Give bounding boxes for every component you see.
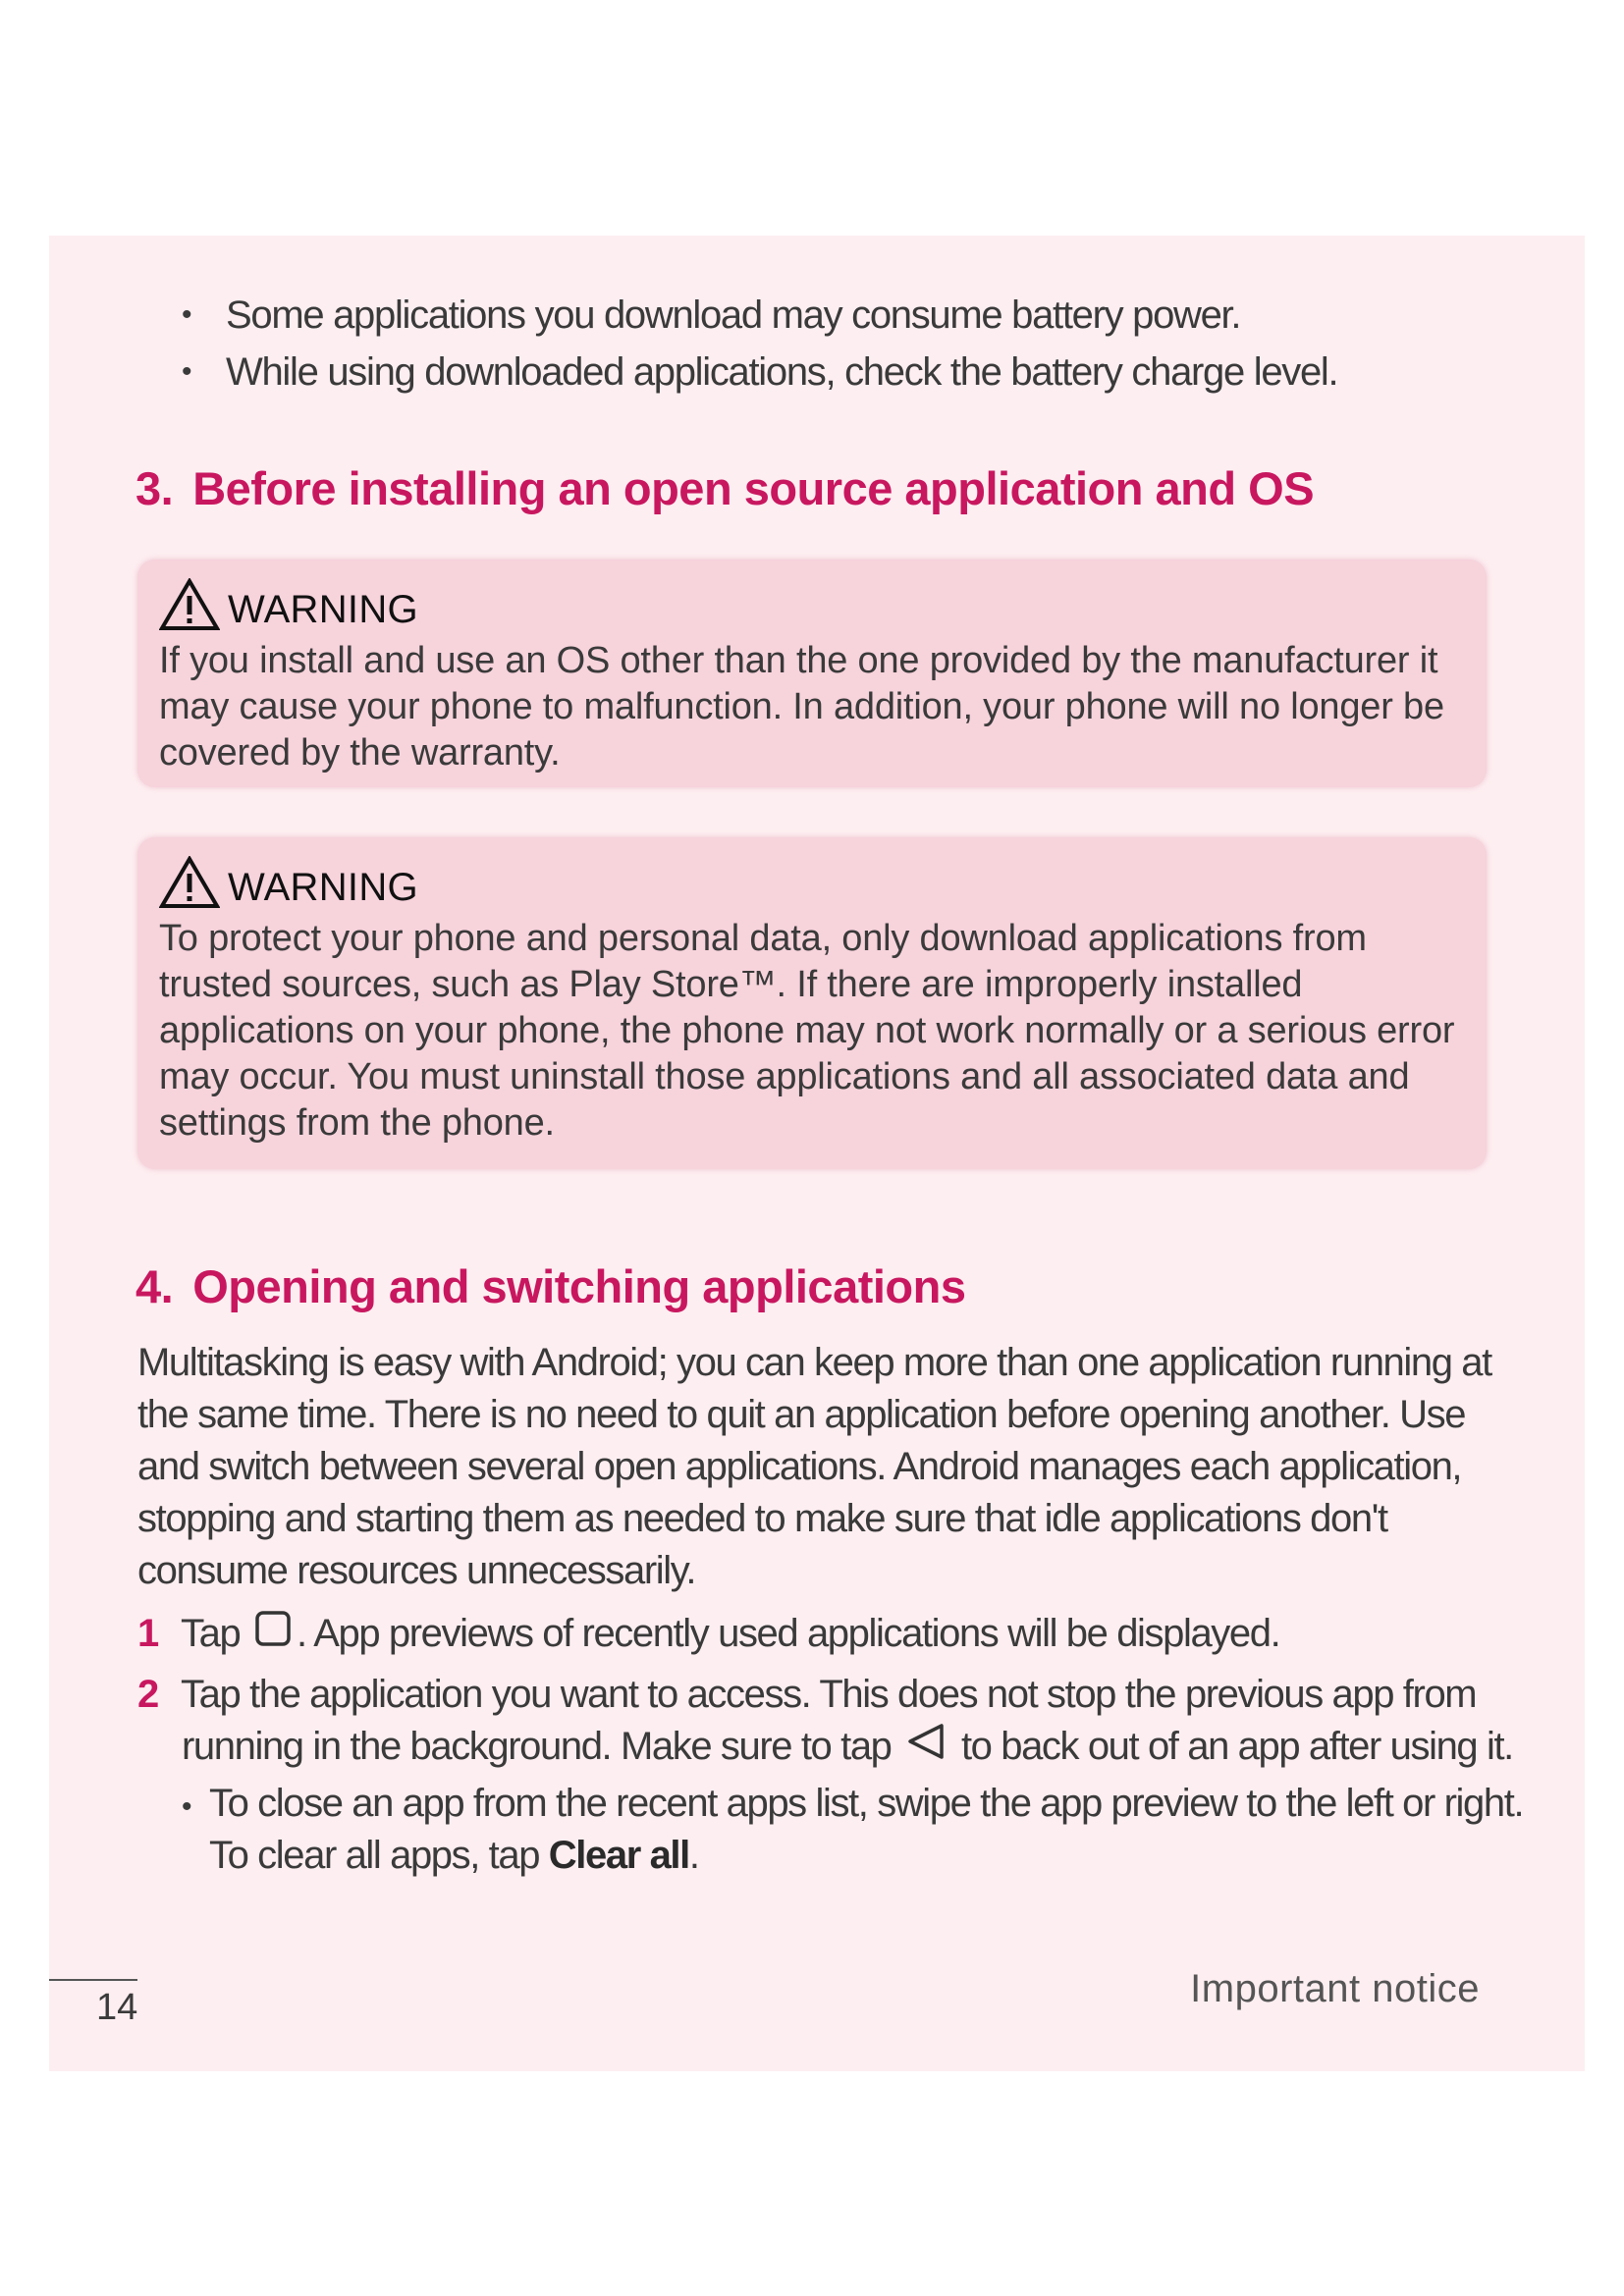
intro-bullet-item: • Some applications you download may consume battery power. bbox=[182, 287, 1360, 344]
intro-bullet-item: • While using downloaded applications, check the battery charge level. bbox=[182, 344, 1360, 400]
warning-title bbox=[159, 581, 1465, 638]
step-number: 1 bbox=[137, 1612, 160, 1655]
step-2 bbox=[137, 1669, 1476, 1721]
warning-title bbox=[159, 859, 1465, 916]
sub-bullet-text: . bbox=[688, 1834, 699, 1877]
step-text: . App previews of recently used applications will be displayed. bbox=[297, 1612, 1280, 1655]
step-text: running in the background. Make sure to tap bbox=[182, 1725, 892, 1768]
step-text: to back out of an app after using it. bbox=[960, 1725, 1513, 1768]
footer-section-name: Important notice bbox=[1190, 1967, 1480, 2010]
intro-bullet-list bbox=[182, 287, 1360, 400]
section-3-heading bbox=[135, 461, 1314, 515]
section-4-heading bbox=[135, 1259, 965, 1313]
warning-text: To protect your phone and personal data, only download applications from trusted sources, such as Play Store™. If there are improperly installed applications on your phone, the phone may not work normally or a serious error may occur. You must uninstall those applications and all associated data and settings from the phone. bbox=[159, 918, 1455, 1144]
back-icon bbox=[904, 1722, 947, 1775]
sub-bullet: • To close an app from the recent apps list, swipe the app preview to the left or right. bbox=[182, 1782, 1524, 1825]
section-number: 3. bbox=[135, 462, 174, 514]
footer-rule bbox=[49, 1979, 137, 1981]
warning-text: If you install and use an OS other than the one provided by the manufacturer it may cause your phone to malfunction. In addition, your phone will no longer be covered by the warranty. bbox=[159, 640, 1444, 774]
step-1 bbox=[137, 1608, 1279, 1662]
step-2-continued bbox=[182, 1721, 1513, 1775]
warning-box bbox=[137, 837, 1487, 1169]
page-number: 14 bbox=[96, 1987, 138, 2028]
section-title: Opening and switching applications bbox=[192, 1260, 966, 1312]
warning-box bbox=[137, 560, 1487, 787]
clear-all-term: Clear all bbox=[548, 1834, 689, 1877]
warning-label: WARNING bbox=[228, 865, 418, 909]
warning-triangle-icon bbox=[159, 578, 228, 641]
sub-bullet-text: To close an app from the recent apps list, swipe the app preview to the left or right. bbox=[209, 1782, 1524, 1825]
warning-triangle-icon bbox=[159, 856, 228, 919]
section-number: 4. bbox=[135, 1260, 174, 1312]
warning-label: WARNING bbox=[228, 587, 418, 631]
sub-bullet-continued bbox=[209, 1830, 699, 1882]
step-text: Tap bbox=[181, 1612, 241, 1655]
section-title: Before installing an open source application and OS bbox=[192, 462, 1315, 514]
sub-bullet-text: To clear all apps, tap bbox=[209, 1834, 549, 1877]
recent-apps-icon bbox=[253, 1609, 293, 1662]
step-text: Tap the application you want to access. This does not stop the previous app from bbox=[181, 1673, 1477, 1716]
section-4-paragraph: Multitasking is easy with Android; you can keep more than one application running at the same time. There is no need to quit an application before opening another. Use and switch between several open applications. Android manages each application, stopping and starting them as needed to make sure that idle applications don't consume resources unnecessarily. bbox=[137, 1341, 1491, 1592]
step-number: 2 bbox=[137, 1673, 160, 1716]
